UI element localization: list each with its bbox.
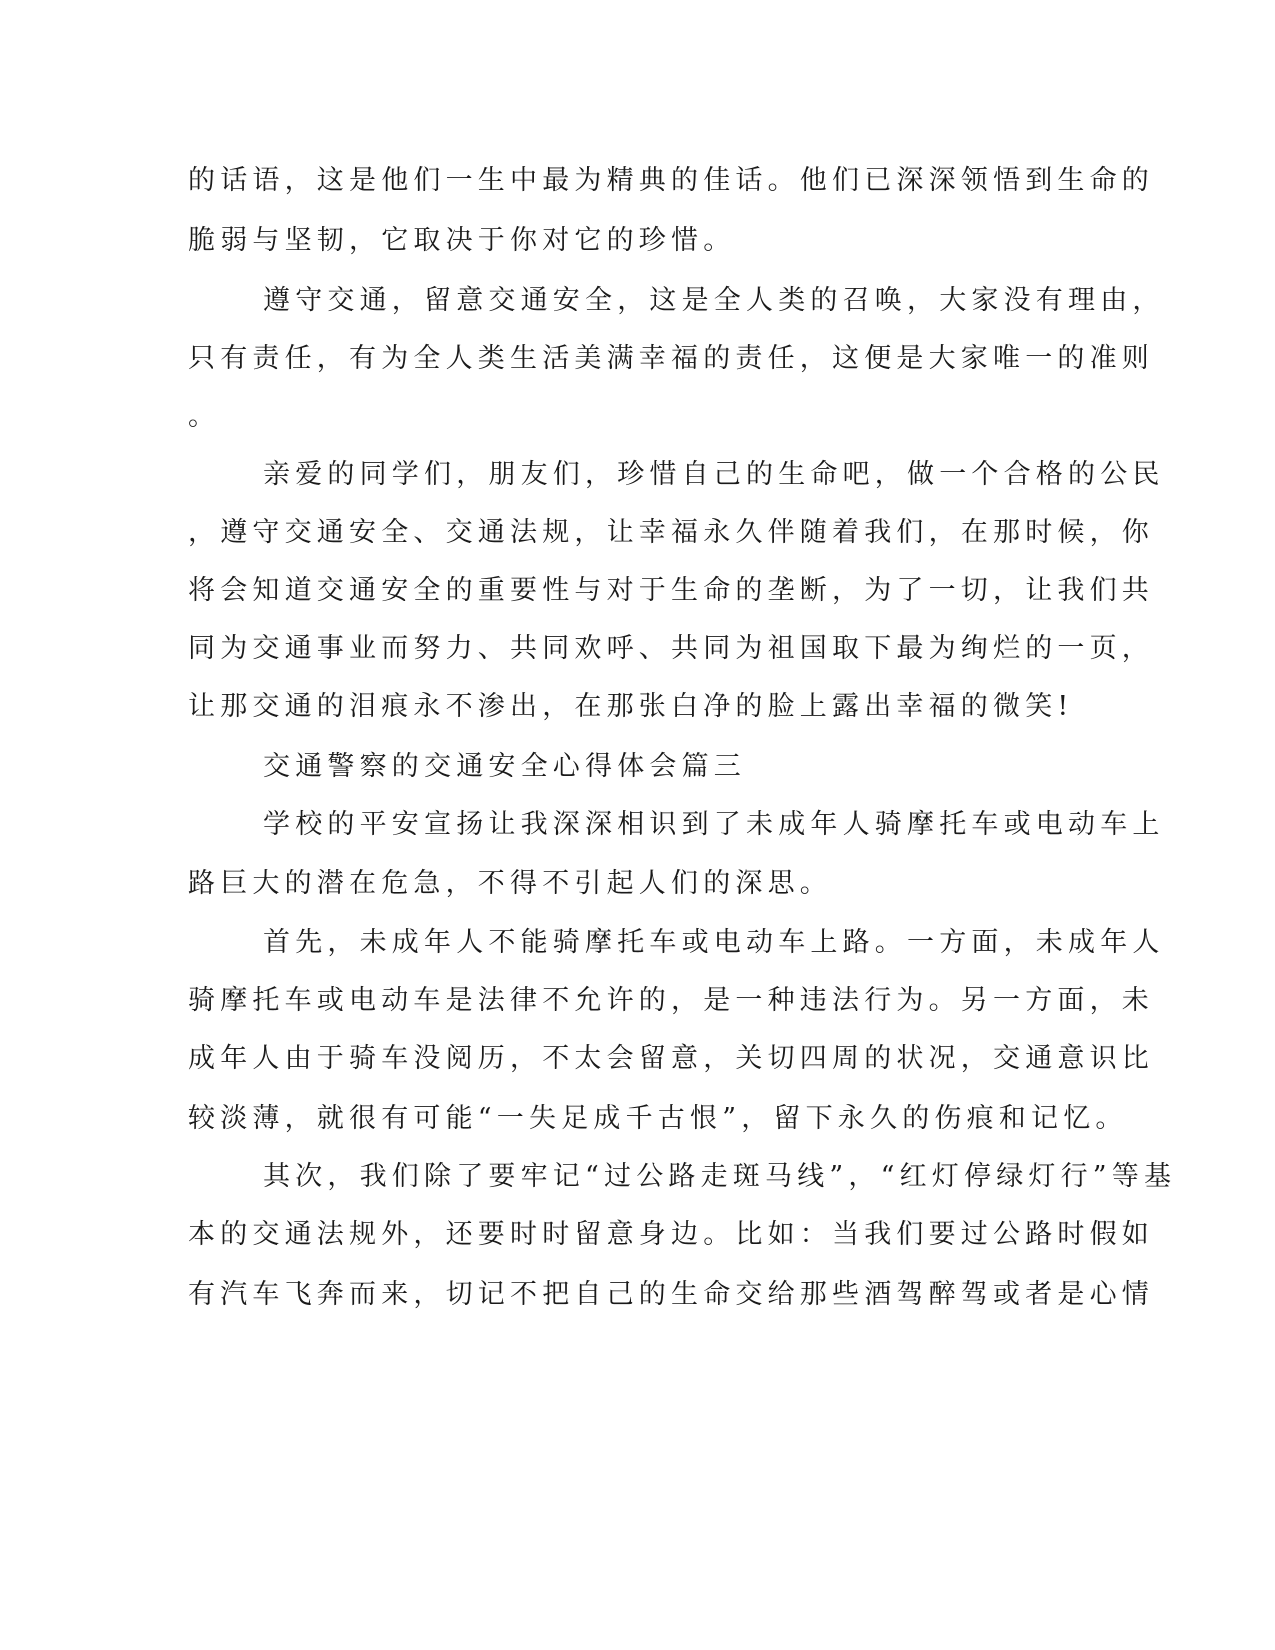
text-line: 。 — [188, 401, 221, 432]
text-line: 较淡薄，就很有可能“一失足成千古恨”，留下永久的伤痕和记忆。 — [188, 1103, 1128, 1134]
text-line: 骑摩托车或电动车是法律不允许的，是一种违法行为。另一方面，未 — [188, 985, 1154, 1016]
text-line: 让那交通的泪痕永不渗出，在那张白净的脸上露出幸福的微笑! — [188, 691, 1074, 722]
text-line: 本的交通法规外，还要时时留意身边。比如：当我们要过公路时假如 — [188, 1219, 1154, 1250]
text-line: 的话语，这是他们一生中最为精典的佳话。他们已深深领悟到生命的 — [188, 165, 1154, 196]
paragraph-start-line: 首先，未成年人不能骑摩托车或电动车上路。一方面，未成年人 — [263, 927, 1165, 958]
paragraph-start-line: 遵守交通，留意交通安全，这是全人类的召唤，大家没有理由， — [263, 285, 1165, 316]
section-heading: 交通警察的交通安全心得体会篇三 — [263, 751, 746, 782]
paragraph-start-line: 亲爱的同学们，朋友们，珍惜自己的生命吧，做一个合格的公民 — [263, 459, 1165, 490]
text-line: 只有责任，有为全人类生活美满幸福的责任，这便是大家唯一的准则 — [188, 343, 1154, 374]
text-line: 同为交通事业而努力、共同欢呼、共同为祖国取下最为绚烂的一页， — [188, 633, 1154, 664]
text-line: ，遵守交通安全、交通法规，让幸福永久伴随着我们，在那时候，你 — [188, 517, 1154, 548]
paragraph-start-line: 其次，我们除了要牢记“过公路走斑马线”，“红灯停绿灯行”等基 — [263, 1161, 1177, 1192]
text-line: 成年人由于骑车没阅历，不太会留意，关切四周的状况，交通意识比 — [188, 1043, 1154, 1074]
text-line: 脆弱与坚韧，它取决于你对它的珍惜。 — [188, 225, 736, 256]
text-line: 有汽车飞奔而来，切记不把自己的生命交给那些酒驾醉驾或者是心情 — [188, 1279, 1154, 1310]
text-line: 将会知道交通安全的重要性与对于生命的垄断，为了一切，让我们共 — [188, 575, 1154, 606]
text-line: 路巨大的潜在危急，不得不引起人们的深思。 — [188, 868, 832, 899]
paragraph-start-line: 学校的平安宣扬让我深深相识到了未成年人骑摩托车或电动车上 — [263, 809, 1165, 840]
